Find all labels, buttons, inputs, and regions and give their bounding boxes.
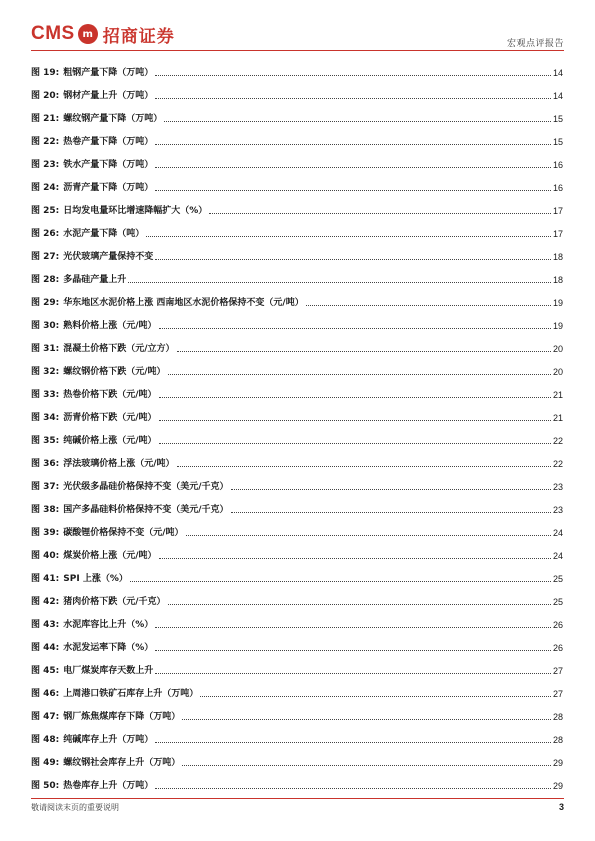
- toc-figure-title: 光伏玻璃产量保持不变: [63, 252, 154, 262]
- toc-dot-leader: [155, 741, 551, 743]
- toc-figure-title: 螺纹钢产量下降（万吨）: [63, 114, 163, 124]
- toc-dot-leader: [155, 626, 551, 628]
- toc-page-number: 17: [552, 206, 563, 216]
- toc-page-number: 16: [552, 183, 563, 193]
- toc-page-number: 14: [552, 68, 563, 78]
- toc-figure-number: 图 29:: [31, 298, 60, 308]
- toc-page-number: 27: [552, 666, 563, 676]
- toc-figure-number: 图 19:: [31, 68, 60, 78]
- toc-figure-title: 纯碱价格上涨（元/吨）: [63, 436, 157, 446]
- toc-figure-number: 图 26:: [31, 229, 60, 239]
- figure-index-list: [31, 59, 563, 795]
- toc-entry[interactable]: [31, 59, 563, 82]
- toc-figure-title: 碳酸锂价格保持不变（元/吨）: [63, 528, 184, 538]
- toc-page-number: 29: [552, 758, 563, 768]
- toc-figure-title: 沥青价格下跌（元/吨）: [63, 413, 157, 423]
- toc-figure-number: 图 22:: [31, 137, 60, 147]
- toc-figure-title: 水泥产量下降（吨）: [63, 229, 145, 239]
- toc-entry[interactable]: [31, 542, 563, 565]
- toc-page-number: 19: [552, 298, 563, 308]
- toc-dot-leader: [231, 511, 551, 513]
- toc-figure-number: 图 25:: [31, 206, 60, 216]
- toc-page-number: 18: [552, 275, 563, 285]
- toc-entry[interactable]: [31, 749, 563, 772]
- toc-figure-number: 图 27:: [31, 252, 60, 262]
- toc-entry[interactable]: [31, 519, 563, 542]
- toc-entry[interactable]: [31, 588, 563, 611]
- toc-figure-number: 图 38:: [31, 505, 60, 515]
- footer-divider: [31, 798, 564, 799]
- toc-figure-number: 图 43:: [31, 620, 60, 630]
- toc-entry[interactable]: [31, 611, 563, 634]
- toc-dot-leader: [155, 97, 551, 99]
- toc-dot-leader: [177, 465, 551, 467]
- toc-page-number: 20: [552, 367, 563, 377]
- toc-dot-leader: [231, 488, 551, 490]
- toc-entry[interactable]: [31, 657, 563, 680]
- toc-page-number: 23: [552, 505, 563, 515]
- toc-figure-title: 水泥库容比上升（%）: [63, 620, 154, 630]
- toc-entry[interactable]: [31, 427, 563, 450]
- toc-entry[interactable]: [31, 358, 563, 381]
- toc-page-number: 28: [552, 712, 563, 722]
- toc-dot-leader: [146, 235, 551, 237]
- toc-page-number: 25: [552, 574, 563, 584]
- toc-entry[interactable]: [31, 404, 563, 427]
- toc-page-number: 17: [552, 229, 563, 239]
- toc-entry[interactable]: [31, 82, 563, 105]
- toc-figure-number: 图 21:: [31, 114, 60, 124]
- toc-page-number: 16: [552, 160, 563, 170]
- toc-figure-title: 热卷产量下降（万吨）: [63, 137, 154, 147]
- toc-entry[interactable]: [31, 266, 563, 289]
- toc-dot-leader: [155, 649, 551, 651]
- toc-dot-leader: [155, 166, 551, 168]
- toc-entry[interactable]: [31, 496, 563, 519]
- toc-dot-leader: [159, 396, 551, 398]
- toc-page-number: 14: [552, 91, 563, 101]
- toc-entry[interactable]: [31, 174, 563, 197]
- toc-dot-leader: [200, 695, 551, 697]
- logo-company-name: 招商证券: [102, 26, 175, 47]
- toc-figure-number: 图 36:: [31, 459, 60, 469]
- toc-dot-leader: [155, 787, 551, 789]
- toc-dot-leader: [155, 189, 551, 191]
- logo-emblem-icon: m: [78, 24, 98, 44]
- toc-entry[interactable]: [31, 128, 563, 151]
- toc-entry[interactable]: [31, 220, 563, 243]
- toc-entry[interactable]: [31, 450, 563, 473]
- toc-page-number: 25: [552, 597, 563, 607]
- toc-figure-number: 图 31:: [31, 344, 60, 354]
- toc-figure-title: 热卷价格下跌（元/吨）: [63, 390, 157, 400]
- header-divider: [31, 50, 564, 51]
- toc-page-number: 18: [552, 252, 563, 262]
- toc-dot-leader: [182, 764, 551, 766]
- toc-page-number: 19: [552, 321, 563, 331]
- toc-dot-leader: [177, 350, 551, 352]
- toc-page-number: 28: [552, 735, 563, 745]
- toc-figure-title: 水泥发运率下降（%）: [63, 643, 154, 653]
- toc-page-number: 26: [552, 620, 563, 630]
- toc-figure-number: 图 41:: [31, 574, 60, 584]
- toc-figure-title: 多晶硅产量上升: [63, 275, 127, 285]
- toc-dot-leader: [168, 603, 551, 605]
- toc-figure-title: 钢材产量上升（万吨）: [63, 91, 154, 101]
- toc-dot-leader: [164, 120, 551, 122]
- toc-entry[interactable]: [31, 772, 563, 795]
- toc-figure-number: 图 35:: [31, 436, 60, 446]
- toc-page-number: 29: [552, 781, 563, 791]
- toc-dot-leader: [128, 281, 551, 283]
- toc-entry[interactable]: [31, 335, 563, 358]
- toc-figure-title: 热卷库存上升（万吨）: [63, 781, 154, 791]
- toc-figure-number: 图 28:: [31, 275, 60, 285]
- toc-figure-title: 钢厂炼焦煤库存下降（万吨）: [63, 712, 181, 722]
- toc-figure-title: 沥青产量下降（万吨）: [63, 183, 154, 193]
- toc-entry[interactable]: [31, 197, 563, 220]
- toc-entry[interactable]: [31, 151, 563, 174]
- toc-figure-title: 纯碱库存上升（万吨）: [63, 735, 154, 745]
- toc-dot-leader: [168, 373, 551, 375]
- toc-figure-title: 光伏级多晶硅价格保持不变（美元/千克）: [63, 482, 229, 492]
- toc-page-number: 20: [552, 344, 563, 354]
- toc-figure-number: 图 48:: [31, 735, 60, 745]
- toc-dot-leader: [182, 718, 551, 720]
- page-number: 3: [558, 802, 564, 812]
- toc-entry[interactable]: [31, 105, 563, 128]
- toc-dot-leader: [155, 258, 551, 260]
- toc-page-number: 24: [552, 551, 563, 561]
- toc-page-number: 22: [552, 436, 563, 446]
- toc-figure-number: 图 32:: [31, 367, 60, 377]
- toc-figure-number: 图 47:: [31, 712, 60, 722]
- toc-dot-leader: [159, 327, 551, 329]
- toc-figure-title: SPI 上涨（%）: [63, 574, 128, 584]
- toc-figure-title: 国产多晶硅料价格保持不变（美元/千克）: [63, 505, 229, 515]
- toc-dot-leader: [155, 74, 551, 76]
- toc-figure-number: 图 20:: [31, 91, 60, 101]
- toc-figure-number: 图 44:: [31, 643, 60, 653]
- toc-dot-leader: [159, 557, 551, 559]
- toc-figure-title: 日均发电量环比增速降幅扩大（%）: [63, 206, 208, 216]
- toc-figure-number: 图 33:: [31, 390, 60, 400]
- toc-page-number: 24: [552, 528, 563, 538]
- toc-page-number: 21: [552, 390, 563, 400]
- toc-figure-title: 螺纹钢社会库存上升（万吨）: [63, 758, 181, 768]
- toc-figure-title: 猪肉价格下跌（元/千克）: [63, 597, 166, 607]
- toc-figure-number: 图 50:: [31, 781, 60, 791]
- toc-figure-title: 铁水产量下降（万吨）: [63, 160, 154, 170]
- cms-logo: [31, 21, 175, 47]
- toc-page-number: 26: [552, 643, 563, 653]
- toc-page-number: 23: [552, 482, 563, 492]
- toc-dot-leader: [155, 143, 551, 145]
- toc-page-number: 27: [552, 689, 563, 699]
- toc-entry[interactable]: [31, 243, 563, 266]
- toc-entry[interactable]: [31, 289, 563, 312]
- toc-dot-leader: [155, 672, 551, 674]
- logo-cms-text: CMS: [31, 23, 75, 44]
- toc-figure-number: 图 37:: [31, 482, 60, 492]
- page-header: [0, 0, 595, 52]
- toc-page-number: 22: [552, 459, 563, 469]
- toc-entry[interactable]: [31, 381, 563, 404]
- toc-page-number: 21: [552, 413, 563, 423]
- toc-entry[interactable]: [31, 726, 563, 749]
- toc-page-number: 15: [552, 114, 563, 124]
- toc-figure-number: 图 46:: [31, 689, 60, 699]
- toc-entry[interactable]: [31, 634, 563, 657]
- toc-dot-leader: [209, 212, 551, 214]
- toc-figure-title: 混凝土价格下跌（元/立方）: [63, 344, 175, 354]
- toc-entry[interactable]: [31, 680, 563, 703]
- toc-entry[interactable]: [31, 312, 563, 335]
- toc-figure-number: 图 40:: [31, 551, 60, 561]
- disclaimer-note: 敬请阅读末页的重要说明: [31, 803, 119, 812]
- toc-page-number: 15: [552, 137, 563, 147]
- toc-entry[interactable]: [31, 473, 563, 496]
- toc-figure-number: 图 34:: [31, 413, 60, 423]
- toc-dot-leader: [186, 534, 551, 536]
- toc-entry[interactable]: [31, 703, 563, 726]
- toc-figure-title: 电厂煤炭库存天数上升: [63, 666, 154, 676]
- toc-figure-title: 浮法玻璃价格上涨（元/吨）: [63, 459, 175, 469]
- toc-dot-leader: [159, 419, 551, 421]
- toc-figure-number: 图 42:: [31, 597, 60, 607]
- toc-figure-number: 图 45:: [31, 666, 60, 676]
- report-type-label: 宏观点评报告: [506, 39, 564, 49]
- toc-figure-title: 华东地区水泥价格上涨 西南地区水泥价格保持不变（元/吨）: [63, 298, 304, 308]
- toc-figure-number: 图 23:: [31, 160, 60, 170]
- toc-dot-leader: [306, 304, 551, 306]
- toc-figure-title: 粗钢产量下降（万吨）: [63, 68, 154, 78]
- toc-figure-title: 上周港口铁矿石库存上升（万吨）: [63, 689, 199, 699]
- toc-dot-leader: [159, 442, 551, 444]
- toc-figure-title: 煤炭价格上涨（元/吨）: [63, 551, 157, 561]
- toc-figure-title: 螺纹钢价格下跌（元/吨）: [63, 367, 166, 377]
- toc-figure-number: 图 24:: [31, 183, 60, 193]
- toc-entry[interactable]: [31, 565, 563, 588]
- toc-figure-title: 熟料价格上涨（元/吨）: [63, 321, 157, 331]
- toc-figure-number: 图 39:: [31, 528, 60, 538]
- toc-figure-number: 图 30:: [31, 321, 60, 331]
- toc-dot-leader: [130, 580, 551, 582]
- toc-figure-number: 图 49:: [31, 758, 60, 768]
